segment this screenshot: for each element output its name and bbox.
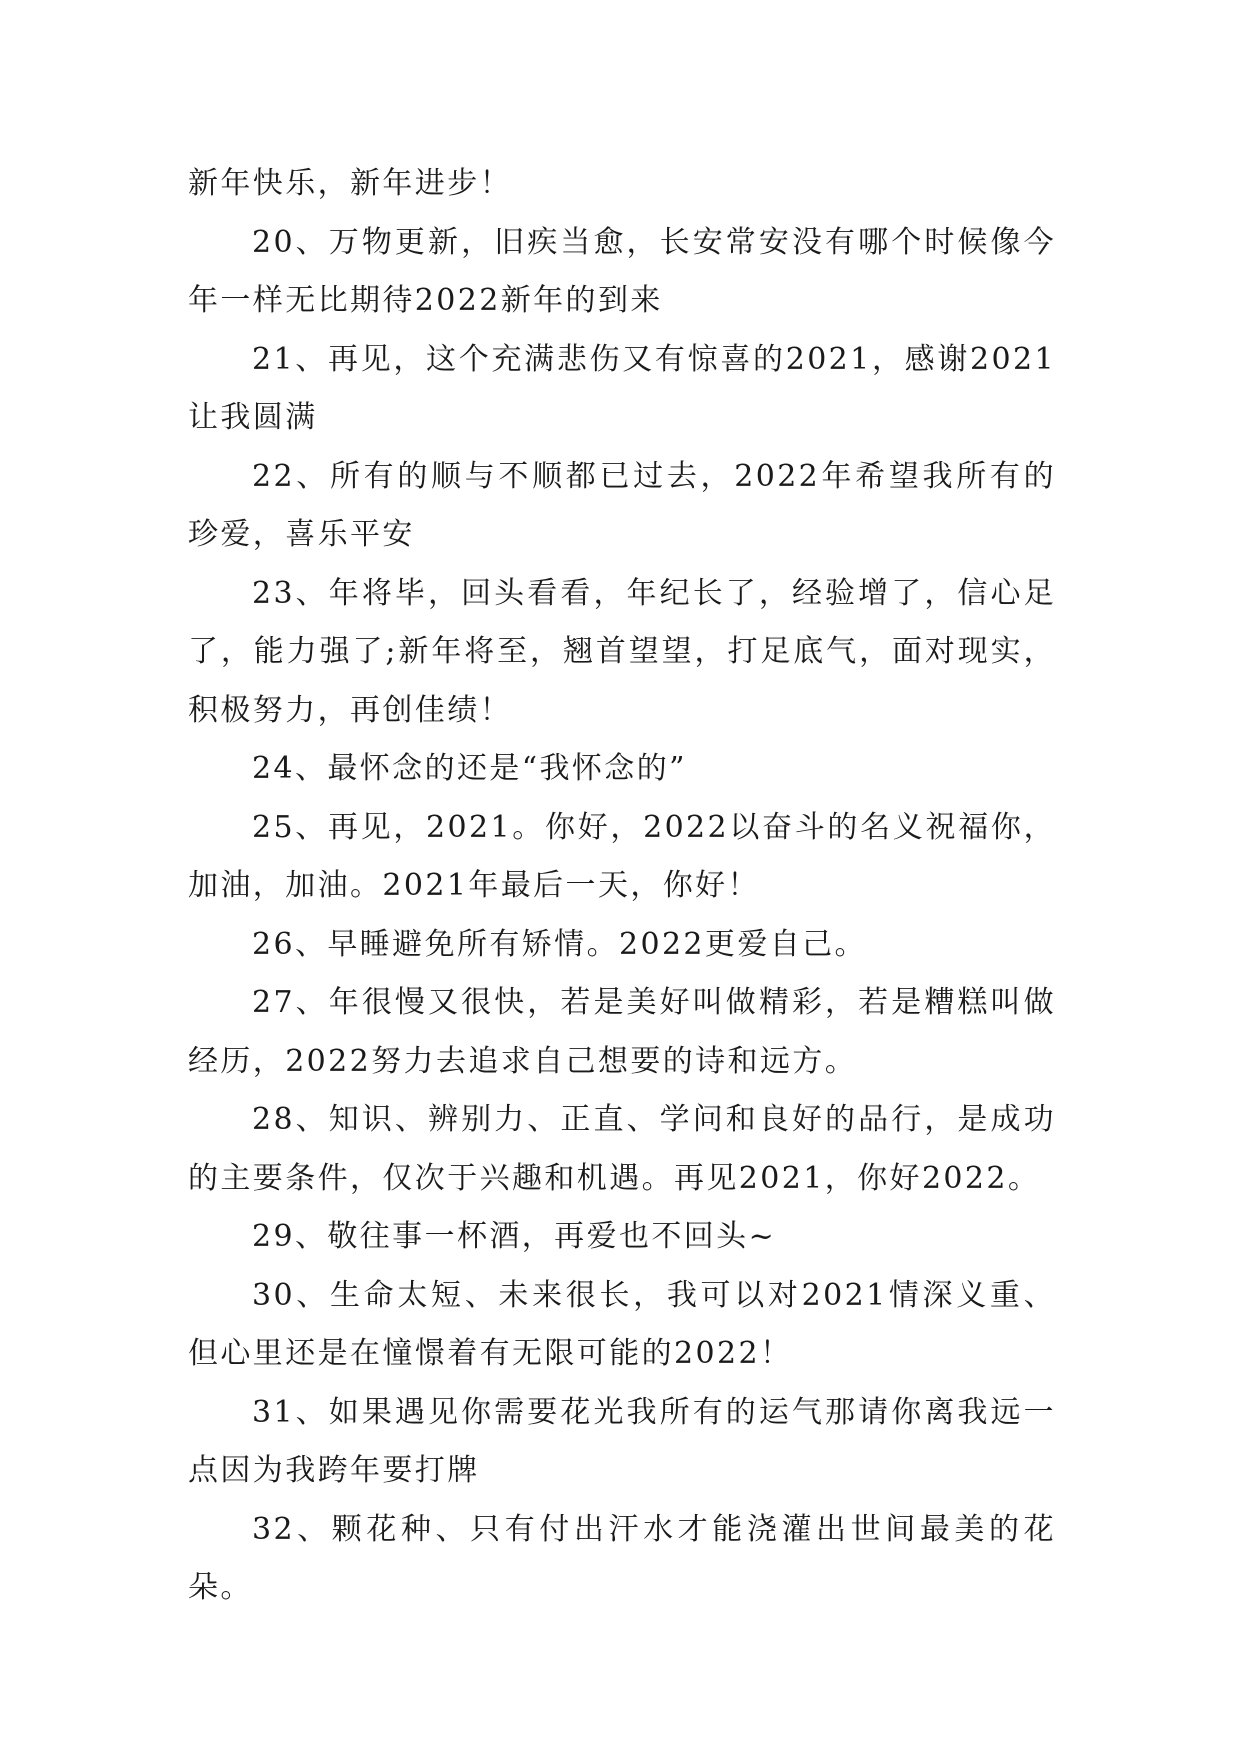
paragraph: 25、再见，2021。你好，2022以奋斗的名义祝福你，加油，加油。2021年最后一天，你好！ xyxy=(188,809,1056,903)
paragraph: 27、年很慢又很快，若是美好叫做精彩，若是糟糕叫做经历，2022努力去追求自己想要的诗和远方。 xyxy=(188,985,1056,1079)
paragraph: 24、最怀念的还是“我怀念的” xyxy=(252,751,687,786)
paragraph: 20、万物更新，旧疾当愈，长安常安没有哪个时候像今年一样无比期待2022新年的到来 xyxy=(188,224,1056,318)
paragraph: 28、知识、辨别力、正直、学问和良好的品行，是成功的主要条件，仅次于兴趣和机遇。再见2021，你好2022。 xyxy=(188,1102,1056,1196)
paragraph: 31、如果遇见你需要花光我所有的运气那请你离我远一点因为我跨年要打牌 xyxy=(188,1394,1056,1488)
paragraph: 29、敬往事一杯酒，再爱也不回头~ xyxy=(252,1219,777,1254)
document-body xyxy=(188,155,1056,1618)
paragraph: 32、颗花种、只有付出汗水才能浇灌出世间最美的花朵。 xyxy=(188,1511,1056,1605)
paragraph: 26、早睡避免所有矫情。2022更爱自己。 xyxy=(252,926,867,962)
paragraph: 新年快乐，新年进步！ xyxy=(188,166,512,201)
paragraph: 21、再见，这个充满悲伤又有惊喜的2021，感谢2021让我圆满 xyxy=(188,341,1056,435)
paragraph: 30、生命太短、未来很长，我可以对2021情深义重、但心里还是在憧憬着有无限可能的2022！ xyxy=(188,1277,1056,1371)
paragraph: 22、所有的顺与不顺都已过去，2022年希望我所有的珍爱，喜乐平安 xyxy=(188,458,1056,552)
paragraph: 23、年将毕，回头看看，年纪长了，经验增了，信心足了，能力强了;新年将至，翘首望望，打足底气，面对现实，积极努力，再创佳绩！ xyxy=(188,575,1056,728)
